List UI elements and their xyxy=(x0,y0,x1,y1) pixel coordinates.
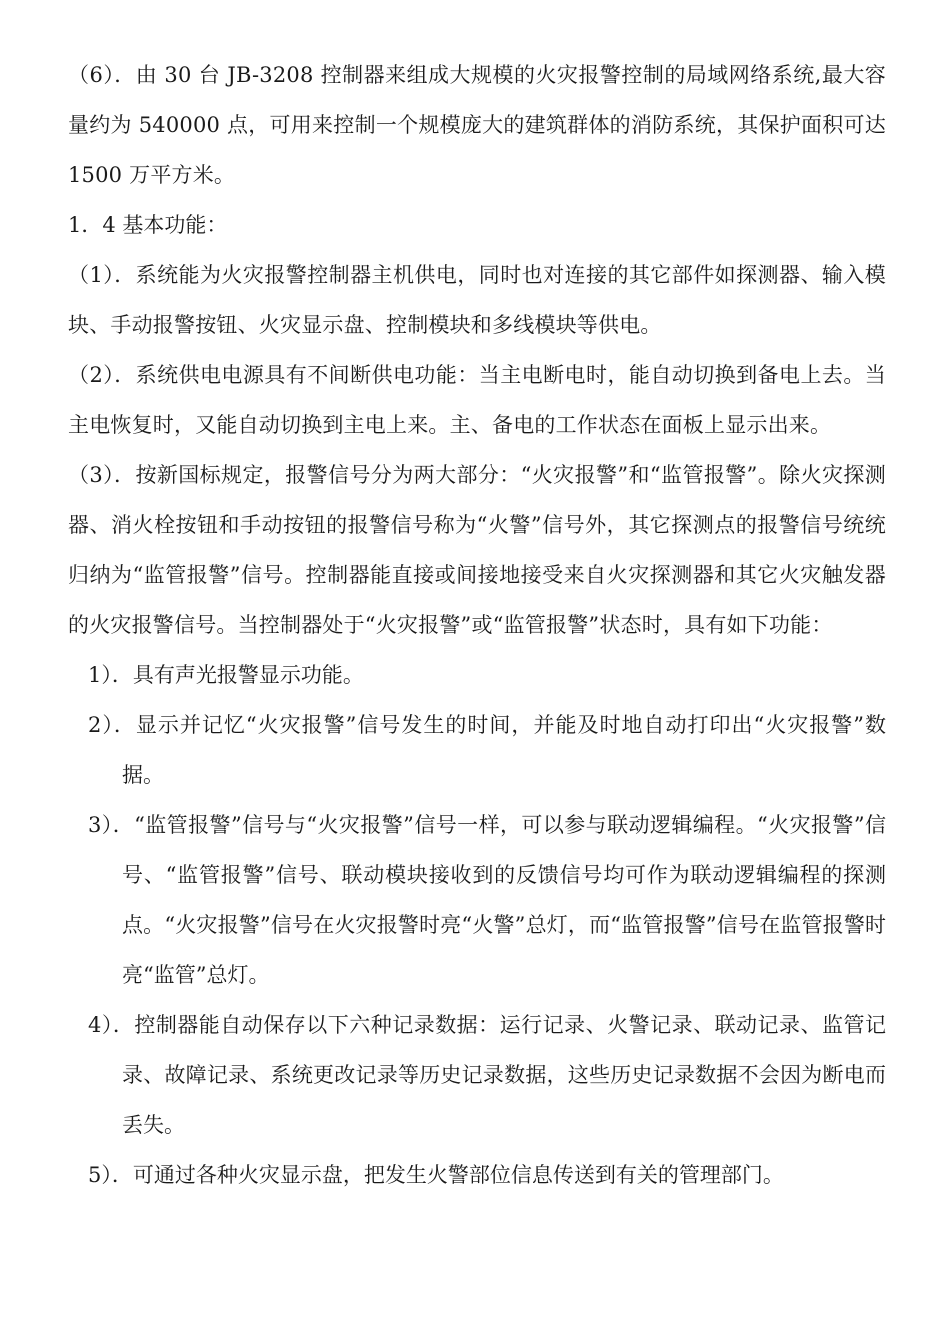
list-item: 3）．“监管报警”信号与“火灾报警”信号一样，可以参与联动逻辑编程。“火灾报警”信号、“监管报警”信号、联动模块接收到的反馈信号均可作为联动逻辑编程的探测点。“火灾报警”信号在火灾报警时亮“火警”总灯，而“监管报警”信号在监管报警时亮“监管”总灯。 xyxy=(88,813,886,987)
paragraph-3: （3）．按新国标规定，报警信号分为两大部分：“火灾报警”和“监管报警”。除火灾探测器、消火栓按钮和手动按钮的报警信号称为“火警”信号外，其它探测点的报警信号统统归纳为“监管报警”信号。控制器能直接或间接地接受来自火灾探测器和其它火灾触发器的火灾报警信号。当控制器处于“火灾报警”或“监管报警”状态时，具有如下功能： xyxy=(68,463,886,637)
list-item: 5）．可通过各种火灾显示盘，把发生火警部位信息传送到有关的管理部门。 xyxy=(88,1163,784,1187)
list-item: 4）．控制器能自动保存以下六种记录数据：运行记录、火警记录、联动记录、监管记录、故障记录、系统更改记录等历史记录数据，这些历史记录数据不会因为断电而丢失。 xyxy=(88,1013,886,1137)
list-item: 2）．显示并记忆“火灾报警”信号发生的时间，并能及时地自动打印出“火灾报警”数据。 xyxy=(88,713,886,787)
paragraph-2: （2）．系统供电电源具有不间断供电功能：当主电断电时，能自动切换到备电上去。当主电恢复时，又能自动切换到主电上来。主、备电的工作状态在面板上显示出来。 xyxy=(68,363,886,437)
section-heading: 1．4 基本功能： xyxy=(68,213,228,237)
paragraph-1: （1）．系统能为火灾报警控制器主机供电，同时也对连接的其它部件如探测器、输入模块、手动报警按钮、火灾显示盘、控制模块和多线模块等供电。 xyxy=(68,263,886,337)
document-page xyxy=(68,50,886,1200)
list-item: 1）．具有声光报警显示功能。 xyxy=(88,663,364,687)
paragraph-6: （6）．由 30 台 JB-3208 控制器来组成大规模的火灾报警控制的局域网络系统,最大容量约为 540000 点，可用来控制一个规模庞大的建筑群体的消防系统，其保护面积可达 1500 万平方米。 xyxy=(68,63,886,187)
